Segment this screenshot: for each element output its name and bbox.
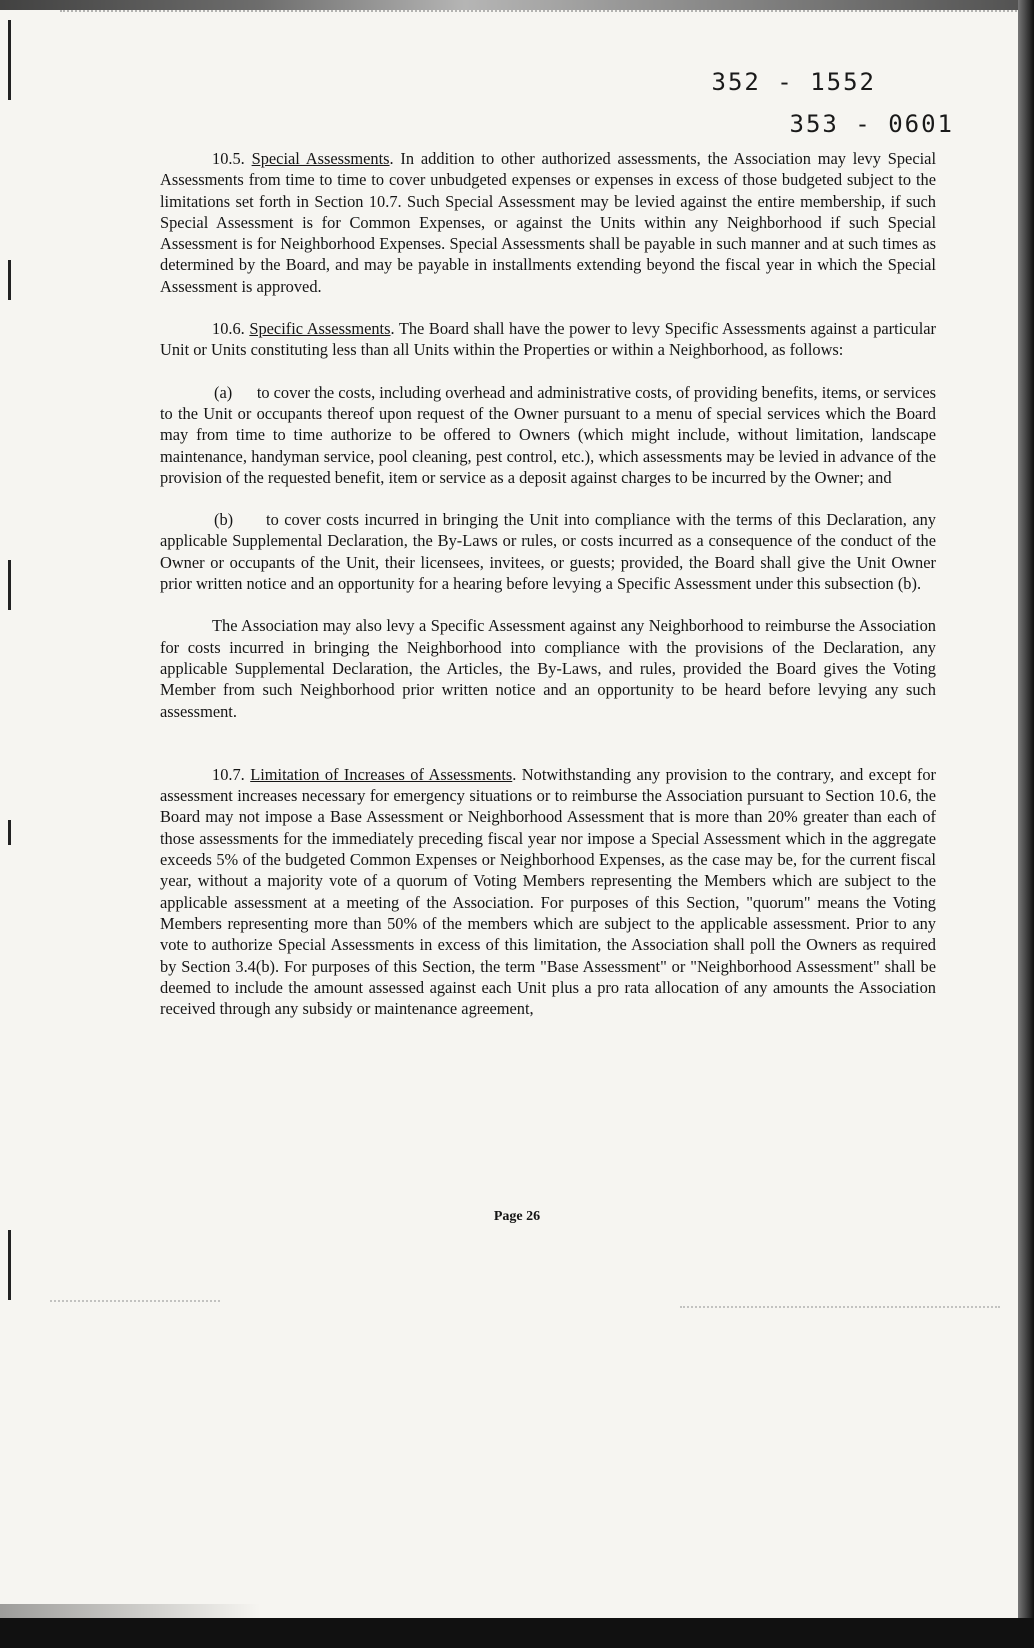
book-page-stamp: 353 - 0601 xyxy=(789,110,954,138)
section-number: 10.6. xyxy=(212,319,245,339)
subsection-text: to cover costs incurred in bringing the Unit into compliance with the terms of this Declaration, any applicable Supplemental Declaration, the By-Laws or rules, or costs incurred as a consequence of the conduct of the Owner or occupants of the Unit, their licensees, invitees, or guests; provided, the Board shall give the Unit Owner prior written notice and an opportunity for a hearing before levying a Specific Assessment under this subsection (b). xyxy=(160,510,936,594)
section-number: 10.7. xyxy=(212,764,245,784)
section-heading: Limitation of Increases of Assessments xyxy=(250,764,513,784)
scan-speck xyxy=(8,560,11,610)
scan-noise-bottom xyxy=(0,1604,260,1618)
section-10-6 xyxy=(160,318,936,361)
scan-border-right xyxy=(1018,0,1034,1648)
book-page-stamp: 352 - 1552 xyxy=(711,68,876,96)
section-text: . In addition to other authorized assessments, the Association may levy Special Assessments from time to time to cover unbudgeted expenses or expenses in excess of those budgeted subject to the limitations set forth in Section 10.7. Such Special Assessment may be levied against the entire membership, if such Special Assessment is for Common Expenses, or against the Units within any Neighborhood if such Special Assessment is for Neighborhood Expenses. Special Assessments shall be payable in such manner and at such times as determined by the Board, and may be payable in installments extending beyond the fiscal year in which the Special Assessment is approved. xyxy=(160,149,936,296)
section-text: . The Board shall have the power to levy Specific Assessments against a particular Unit or Units constituting less than all Units within the Properties or within a Neighborhood, as follows: xyxy=(160,319,936,360)
scan-speck xyxy=(8,260,11,300)
scan-noise xyxy=(50,1300,220,1302)
section-heading: Specific Assessments xyxy=(249,319,391,339)
page-number: Page 26 xyxy=(493,1209,541,1224)
scan-border-bottom xyxy=(0,1618,1034,1648)
scan-speck xyxy=(8,1230,11,1300)
section-heading: Special Assessments xyxy=(251,149,390,168)
section-10-5 xyxy=(160,148,936,297)
scan-speck xyxy=(8,20,11,100)
subsection-a xyxy=(160,382,936,488)
subsection-label: (a) xyxy=(214,382,233,402)
scan-speck xyxy=(8,820,11,845)
scan-noise-top xyxy=(60,10,1020,26)
section-10-7 xyxy=(160,764,936,1020)
subsection-label: (b) xyxy=(214,510,234,530)
section-number: 10.5. xyxy=(212,149,245,168)
section-text: . Notwithstanding any provision to the contrary, and except for assessment increases necessary for emergency situations or to reimburse the Association pursuant to Section 10.6, the Board may not impose a Base Assessment or Neighborhood Assessment that is more than 20% greater than each of those assessments for the immediately preceding fiscal year nor impose a Special Assessment which in the aggregate exceeds 5% of the budgeted Common Expenses or Neighborhood Expenses, as the case may be, for the current fiscal year, without a majority vote of a quorum of Voting Members representing the Members which are subject to the applicable assessment at a meeting of the Association. For purposes of this Section, "quorum" means the Voting Members representing more than 50% of the members which are subject to the applicable assessment. Prior to any vote to authorize Special Assessments in excess of this limitation, the Association shall poll the Owners as required by Section 3.4(b). For purposes of this Section, the term "Base Assessment" or "Neighborhood Assessment" shall be deemed to include the amount assessed against each Unit plus a pro rata allocation of any amounts the Association received through any subsidy or maintenance agreement, xyxy=(160,764,936,1019)
subsection-b xyxy=(160,509,936,594)
document-body xyxy=(160,148,936,1019)
subsection-text: to cover the costs, including overhead and administrative costs, of providing benefits, items, or services to the Unit or occupants thereof upon request of the Owner pursuant to a menu of special services which the Board may from time to time authorize to be offered to Owners (which might include, without limitation, landscape maintenance, handyman service, pool cleaning, pest control, etc.), which assessments may be levied in advance of the provision of the requested benefit, item or service as a deposit against charges to be incurred by the Owner; and xyxy=(160,382,936,487)
scan-noise xyxy=(680,1306,1000,1308)
neighborhood-assessment-paragraph: The Association may also levy a Specific Assessment against any Neighborhood to reimburse the Association for costs incurred in bringing the Neighborhood into compliance with the provisions of the Declaration, any applicable Supplemental Declaration, the Articles, the By-Laws, and rules, provided the Board gives the Voting Member from such Neighborhood prior written notice and an opportunity to be heard before levying any such assessment. xyxy=(160,616,936,721)
scan-border-top xyxy=(0,0,1034,10)
